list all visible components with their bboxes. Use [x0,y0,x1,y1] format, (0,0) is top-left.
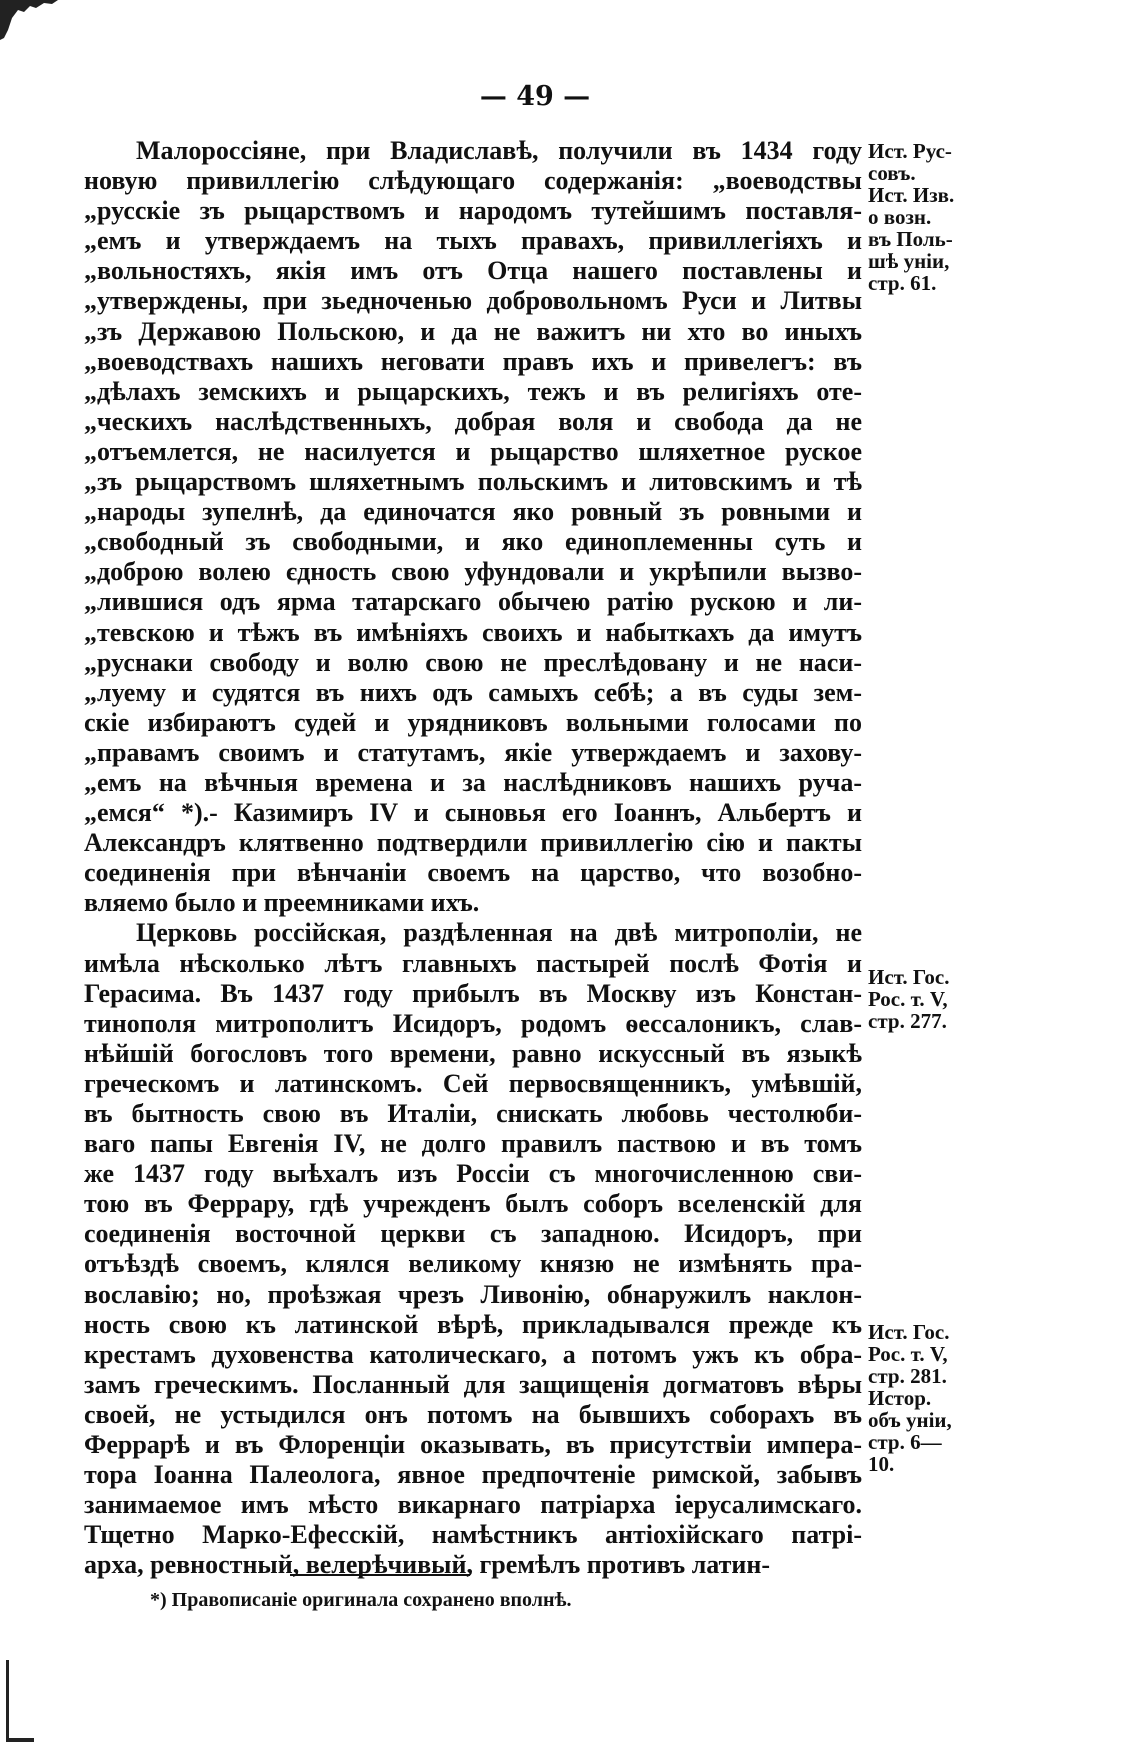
text-line: „руснаки свободу и волю свою не преслѣдовану и не наси- [84,647,862,677]
margin-note-line: стр. 61. [868,271,937,295]
text-line: замъ греческимъ. Посланный для защищенія догматовъ вѣры [84,1369,862,1399]
text-line: „зъ Державою Польскою, и да не важитъ ни хто во иныхъ [84,316,862,346]
text-line: „емся“ *).- Казимиръ IV и сыновья его Іоаннъ, Альбертъ и [84,798,862,828]
text-line: отъѣздѣ своемъ, клялся великому князю не измѣнять пра- [84,1249,862,1279]
margin-note-line: стр. 6— [868,1430,942,1454]
text-line: Малороссіяне, при Владиславѣ, получили въ 1434 году [136,136,862,165]
text-line: соединенія при вѣнчаніи своемъ на царство, что возобно- [84,858,862,888]
text-line: Тщетно Марко-Ефесскій, намѣстникъ антіохійскаго патрі- [84,1520,862,1550]
margin-note-line: стр. 281. [868,1364,947,1388]
text-line: Герасима. Въ 1437 году прибылъ въ Москву изъ Констан- [84,978,862,1008]
text-line: арха, ревностный, велерѣчивый, гремѣлъ противъ латин- [84,1550,771,1580]
text-line: „емъ на вѣчныя времена и за наслѣдниковъ нашихъ руча- [84,767,862,797]
footnote-divider [290,1574,470,1576]
margin-note-line: въ Поль- [868,227,953,251]
text-line: „свободный зъ свободными, и яко единоплеменны суть и [84,527,862,557]
scan-artifact-top-left [0,0,60,40]
margin-note-line: Ист. Гос. [868,1320,950,1344]
text-line: „луему и судятся въ нихъ одъ самыхъ себѣ; а въ суды зем- [84,677,862,707]
margin-note-line: Рос. т. V, [868,987,948,1011]
text-line: занимаемое имъ мѣсто викарнаго патріарха іерусалимскаго. [84,1490,862,1520]
text-line: крестамъ духовенства католическаго, а потомъ ужъ къ обра- [84,1339,862,1369]
text-line: новую привиллегію слѣдующаго содержанія: „воеводствы [84,166,862,196]
margin-note-line: объ уніи, [868,1408,952,1432]
margin-note-line: Ист. Рус- [868,139,952,163]
text-line: „народы зупелнѣ, да единочатся яко ровный зъ ровными и [84,497,862,527]
text-line: своей, не устыдился онъ потомъ на бывшихъ соборахъ въ [84,1399,862,1429]
margin-note-2 [868,966,978,1032]
text-line: греческомъ и латинскомъ. Сей первосвященникъ, умѣвшій, [84,1068,862,1098]
margin-note-line: Ист. Изв. [868,183,955,207]
text-line: „отъемлется, не насилуется и рыцарство шляхетное руское [84,436,862,466]
text-line: Церковь россійская, раздѣленная на двѣ митрополіи, не [136,918,862,948]
text-line: „дѣлахъ земскихъ и рыцарскихъ, тежъ и въ религіяхъ оте- [84,376,862,406]
text-line: „утверждены, при зьедноченью добровольномъ Руси и Литвы [84,286,862,316]
margin-note-line: стр. 277. [868,1009,947,1033]
page-number: — 49 — [479,81,591,112]
text-line: „правамъ своимъ и статутамъ, якіе утверждаемъ и захову- [84,737,862,767]
margin-note-1 [868,140,978,294]
margin-note-line: совъ. [868,161,916,185]
text-line: ность свою къ латинской вѣрѣ, прикладывался прежде къ [84,1309,862,1339]
text-line: „емъ и утверждаемъ на тыхъ правахъ, привиллегіяхъ и [84,226,862,256]
text-line: „доброю волею єдность свою уфундовали и укрѣпили вызво- [84,557,862,587]
footnote: *) Правописаніе оригинала сохранено вполнѣ. [150,1589,572,1611]
text-line: „ческихъ наслѣдственныхъ, добрая воля и свобода да не [84,406,862,436]
text-line: Феррарѣ и въ Флоренціи оказывать, въ присутствіи импера- [84,1430,862,1460]
margin-note-line: 10. [868,1452,895,1476]
text-line: вляемо было и преемниками ихъ. [84,888,480,918]
text-line: же 1437 году выѣхалъ изъ Россіи съ многочисленною сви- [84,1159,862,1189]
margin-note-line: о возн. [868,205,932,229]
text-line: тою въ Феррару, гдѣ учрежденъ былъ соборъ вселенскій для [84,1189,862,1219]
text-line: тинополя митрополитъ Исидоръ, родомъ ѳессалоникъ, слав- [84,1008,862,1038]
text-line: „русскіе зъ рыцарствомъ и народомъ тутейшимъ поставля- [84,196,862,226]
text-line: въ бытность свою въ Италіи, снискать любовь честолюби- [84,1099,862,1128]
text-line: тора Іоанна Палеолога, явное предпочтеніе римской, забывъ [84,1460,862,1490]
text-line: имѣла нѣсколько лѣтъ главныхъ пастырей послѣ Фотія и [84,948,862,978]
text-line: „воеводствахъ нашихъ неговати правъ ихъ и привелегъ: въ [84,346,862,376]
text-line: соединенія восточной церкви съ западною. Исидоръ, при [84,1219,862,1249]
text-line: „лившися одъ ярма татарскаго обычею ратію рускою и ли- [84,587,862,617]
margin-note-line: шѣ уніи, [868,249,950,273]
text-line: нѣйшій богословъ того времени, равно искуссный въ языкѣ [84,1038,862,1068]
margin-note-line: Рос. т. V, [868,1342,948,1366]
text-line: Александръ клятвенно подтвердили привиллегію сію и пакты [84,828,862,858]
margin-note-line: Ист. Гос. [868,965,950,989]
text-line: „тевскою и тѣжъ въ имѣніяхъ своихъ и набыткахъ да имутъ [84,617,862,647]
text-line: вославію; но, проѣзжая чрезъ Ливонію, обнаружилъ наклон- [84,1279,862,1309]
text-line: ваго папы Евгенія IV, не долго правилъ паствою и въ томъ [84,1129,862,1159]
text-line: „зъ рыцарствомъ шляхетнымъ польскимъ и литовскимъ и тѣ [84,467,862,497]
margin-note-line: Истор. [868,1386,932,1410]
scan-artifact-bottom-left [0,1660,40,1744]
margin-note-3 [868,1321,978,1475]
text-line: скіе избираютъ судей и урядниковъ вольными голосами по [84,707,862,737]
text-line: „вольностяхъ, якія имъ отъ Отца нашего поставлены и [84,256,862,286]
main-text-body [84,136,862,1581]
